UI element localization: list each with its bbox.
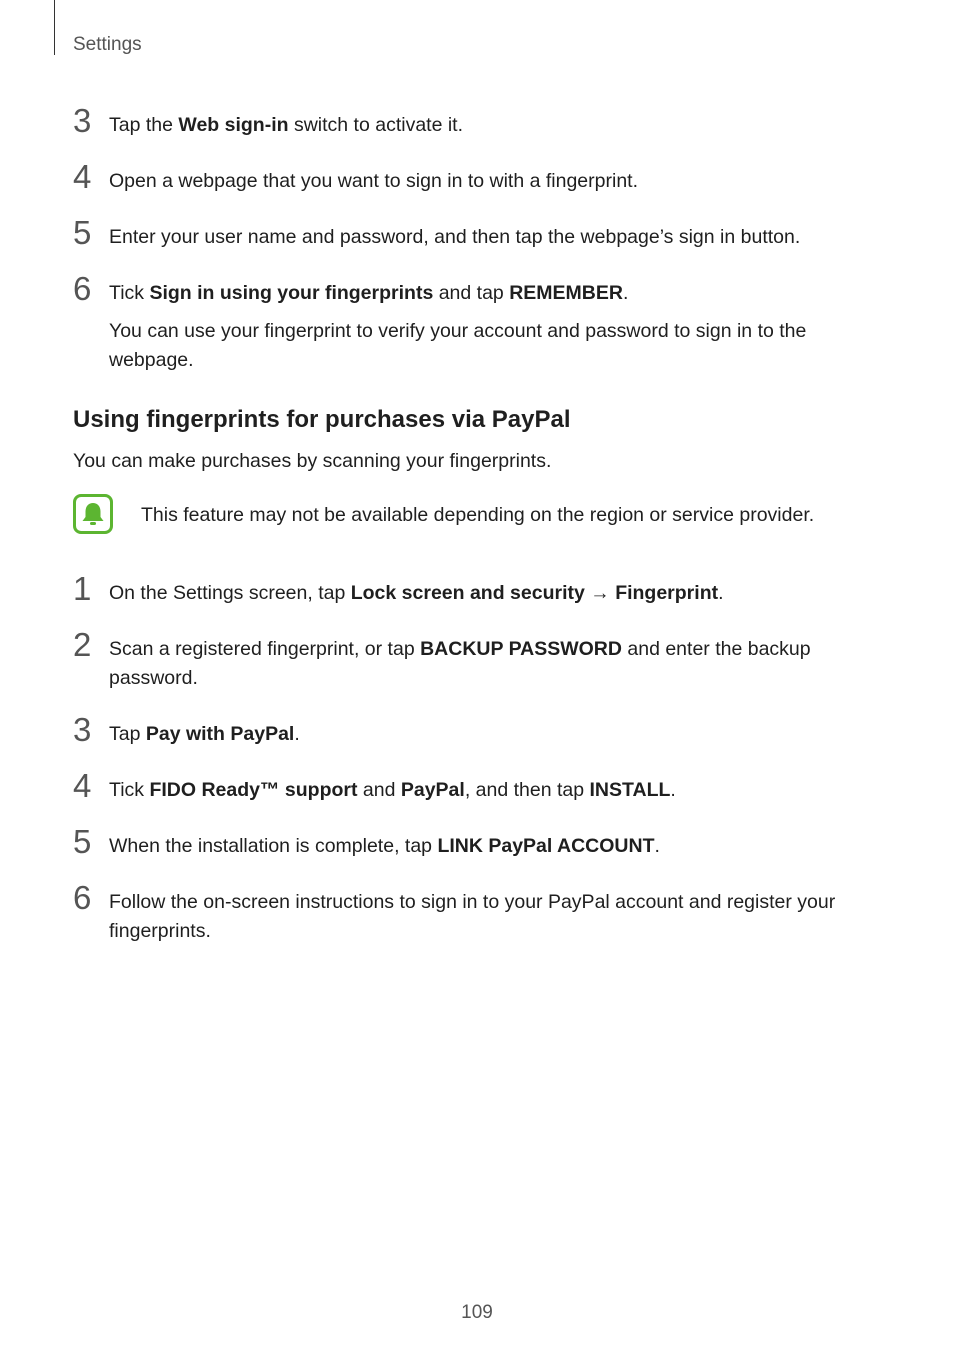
- step-text: Tap Pay with PayPal.: [109, 723, 300, 745]
- page-number: 109: [461, 1302, 493, 1323]
- step-number: 5: [73, 823, 92, 860]
- step-number: 4: [73, 767, 92, 804]
- step-number: 2: [73, 626, 92, 663]
- section-title: Using fingerprints for purchases via PayPal: [73, 406, 571, 433]
- step-text: Tick FIDO Ready™ support and PayPal, and then tap INSTALL.: [109, 779, 676, 801]
- step-text: Open a webpage that you want to sign in to with a fingerprint.: [109, 170, 638, 192]
- step-text: Follow the on-screen instructions to sign in to your PayPal account and register your fingerprints.: [109, 891, 836, 942]
- section-intro: You can make purchases by scanning your fingerprints.: [73, 450, 552, 472]
- step-number: 1: [73, 570, 92, 607]
- step-text: Enter your user name and password, and then tap the webpage’s sign in button.: [109, 226, 801, 248]
- step-number: 5: [73, 214, 92, 251]
- bell-icon-graphic: [79, 500, 107, 528]
- step-text: On the Settings screen, tap Lock screen and security → Fingerprint.: [109, 582, 724, 604]
- section-header: Settings: [73, 34, 142, 55]
- side-rule: [54, 0, 55, 55]
- step-note: You can use your fingerprint to verify your account and password to sign in to the webpage.: [109, 320, 807, 371]
- step-number: 3: [73, 711, 92, 748]
- step-text: Tap the Web sign-in switch to activate it.: [109, 114, 464, 136]
- step-number: 6: [73, 879, 92, 916]
- step-number: 3: [73, 102, 92, 139]
- step-text: Tick Sign in using your fingerprints and tap REMEMBER.: [109, 282, 629, 304]
- notice-text: This feature may not be available depending on the region or service provider.: [141, 504, 815, 526]
- step-number: 4: [73, 158, 92, 195]
- step-text: When the installation is complete, tap LINK PayPal ACCOUNT.: [109, 835, 660, 857]
- step-text: Scan a registered fingerprint, or tap BACKUP PASSWORD and enter the backup password.: [109, 638, 811, 689]
- bell-icon: [73, 494, 113, 534]
- step-number: 6: [73, 270, 92, 307]
